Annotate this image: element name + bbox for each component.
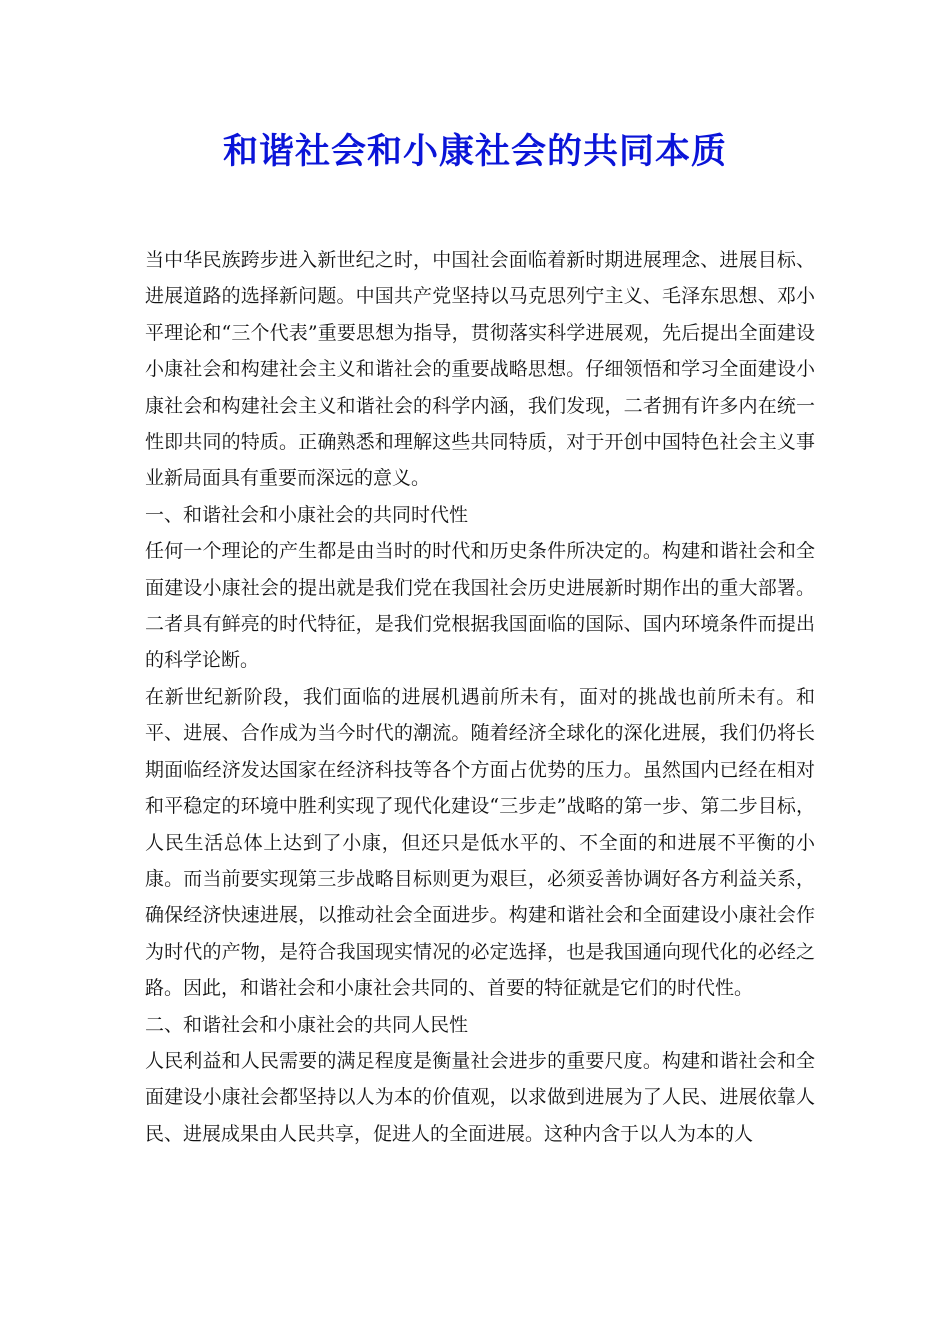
section-heading-2: 二、和谐社会和小康社会的共同人民性 <box>145 1013 469 1036</box>
section-1-paragraph-2: 在新世纪新阶段，我们面临的进展机遇前所未有，面对的挑战也前所未有。和平、进展、合作成为当今时代的潮流。随着经济全球化的深化进展，我们仍将长期面临经济发达国家在经济科技等各个方面占优势的压力。虽然国内已经在相对和平稳定的环境中胜利实现了现代化建设“三步走”战略的第一步、第二步目标，人民生活总体上达到了小康，但还只是低水平的、不全面的和进展不平衡的小康。而当前要实现第三步战略目标则更为艰巨，必须妥善协调好各方利益关系，确保经济快速进展，以推动社会全面进步。构建和谐社会和全面建设小康社会作为时代的产物，是符合我国现实情况的必定选择，也是我国通向现代化的必经之路。因此，和谐社会和小康社会共同的、首要的特征就是它们的时代性。 <box>145 685 815 1000</box>
section-heading-1: 一、和谐社会和小康社会的共同时代性 <box>145 503 469 526</box>
document-body <box>145 242 815 1152</box>
intro-paragraph: 当中华民族跨步进入新世纪之时，中国社会面临着新时期进展理念、进展目标、进展道路的选择新问题。中国共产党坚持以马克思列宁主义、毛泽东思想、邓小平理论和“三个代表”重要思想为指导，贯彻落实科学进展观，先后提出全面建设小康社会和构建社会主义和谐社会的重要战略思想。仔细领悟和学习全面建设小康社会和构建社会主义和谐社会的科学内涵，我们发现，二者拥有许多内在统一性即共同的特质。正确熟悉和理解这些共同特质，对于开创中国特色社会主义事业新局面具有重要而深远的意义。 <box>145 249 815 490</box>
document-title: 和谐社会和小康社会的共同本质 <box>222 132 727 172</box>
section-2-paragraph-1: 人民利益和人民需要的满足程度是衡量社会进步的重要尺度。构建和谐社会和全面建设小康社会都坚持以人为本的价值观，以求做到进展为了人民、进展依靠人民、进展成果由人民共享，促进人的全面进展。这种内含于以人为本的人 <box>145 1049 815 1145</box>
section-1-paragraph-1: 任何一个理论的产生都是由当时的时代和历史条件所决定的。构建和谐社会和全面建设小康社会的提出就是我们党在我国社会历史进展新时期作出的重大部署。二者具有鲜亮的时代特征，是我们党根据我国面临的国际、国内环境条件而提出的科学论断。 <box>145 540 815 672</box>
